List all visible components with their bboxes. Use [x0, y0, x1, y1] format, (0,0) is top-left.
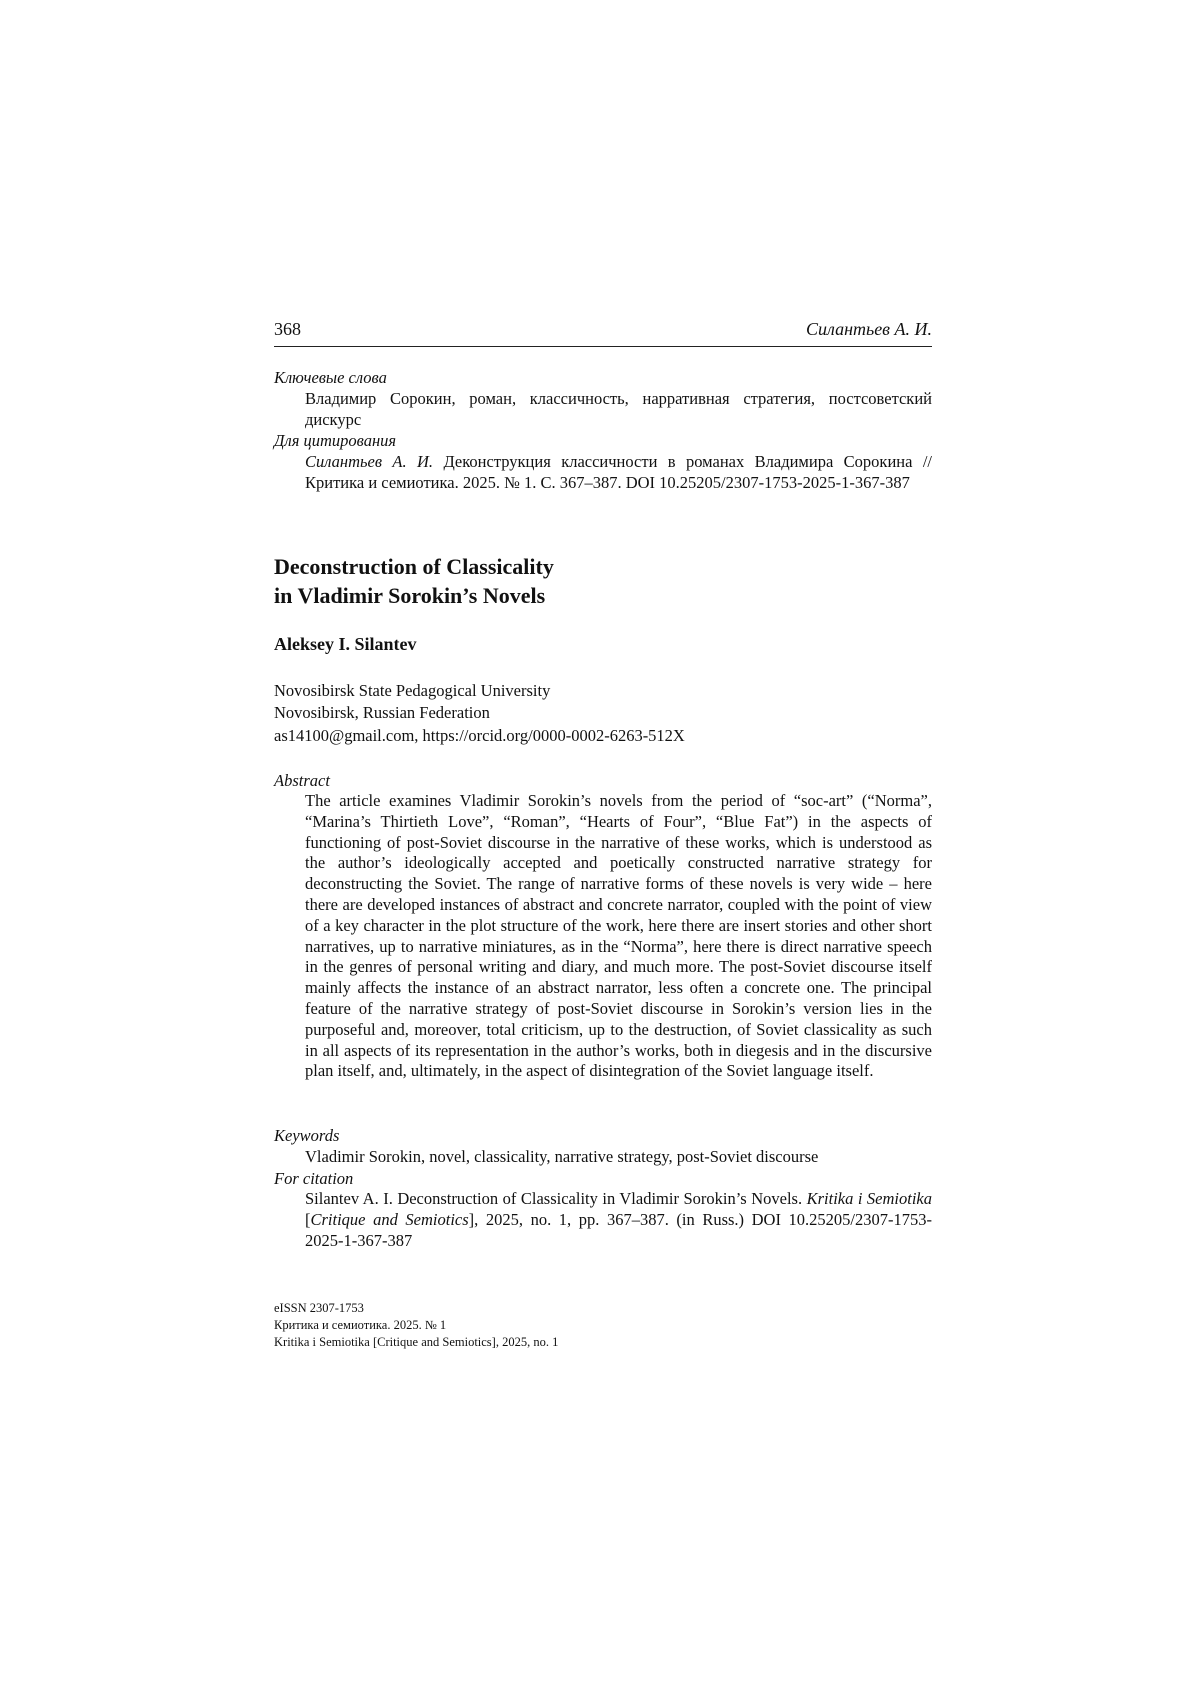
- page-number: 368: [274, 319, 301, 340]
- citation-section: [274, 1168, 932, 1251]
- article-title-line-2: in Vladimir Sorokin’s Novels: [274, 581, 554, 610]
- footer-issn: eISSN 2307-1753: [274, 1300, 558, 1317]
- citation-journal: Kritika i Semiotika: [807, 1189, 932, 1208]
- affiliation-line-2: Novosibirsk, Russian Federation: [274, 702, 550, 724]
- author-name: Aleksey I. Silantev: [274, 634, 417, 655]
- ru-citation-section: [274, 430, 932, 493]
- abstract-label: Abstract: [274, 770, 932, 791]
- ru-keywords-section: [274, 367, 932, 430]
- abstract-section: [274, 770, 932, 1082]
- keywords-label: Keywords: [274, 1125, 932, 1146]
- ru-keywords-text: Владимир Сорокин, роман, классичность, нарративная стратегия, постсоветский дискурс: [305, 388, 932, 430]
- running-head: [274, 318, 932, 347]
- author-contact: as14100@gmail.com, https://orcid.org/0000-0002-6263-512X: [274, 726, 685, 746]
- page: [274, 0, 932, 1697]
- footer-journal-en: Kritika i Semiotika [Critique and Semiotics], 2025, no. 1: [274, 1334, 558, 1351]
- running-head-author: Силантьев А. И.: [806, 319, 932, 340]
- keywords-section: [274, 1125, 932, 1167]
- journal-footer: [274, 1300, 558, 1351]
- ru-citation-rest: Деконструкция классичности в романах Владимира Сорокина // Критика и семиотика. 2025. № 1. С. 367–387. DOI 10.25205/2307-1753-2025-1-367-387: [305, 452, 932, 492]
- footer-journal-ru: Критика и семиотика. 2025. № 1: [274, 1317, 558, 1334]
- citation-part-1: Silantev A. I. Deconstruction of Classicality in Vladimir Sorokin’s Novels.: [305, 1189, 807, 1208]
- ru-citation-text: [305, 451, 932, 493]
- keywords-text: Vladimir Sorokin, novel, classicality, narrative strategy, post-Soviet discourse: [305, 1146, 932, 1167]
- article-title: [274, 552, 554, 610]
- ru-citation-label: Для цитирования: [274, 430, 932, 451]
- article-title-line-1: Deconstruction of Classicality: [274, 552, 554, 581]
- citation-part-3: ], 2025, no. 1, pp. 367–387. (in Russ.) DOI 10.25205/2307-1753-2025-1-367-387: [305, 1210, 932, 1250]
- citation-journal-en: Critique and Semiotics: [311, 1210, 469, 1229]
- affiliation-line-1: Novosibirsk State Pedagogical University: [274, 680, 550, 702]
- citation-part-2: [: [305, 1210, 311, 1229]
- ru-citation-author: Силантьев А. И.: [305, 452, 433, 471]
- abstract-text: The article examines Vladimir Sorokin’s novels from the period of “soc-art” (“Norma”, “Marina’s Thirtieth Love”, “Roman”, “Hearts of Four”, “Blue Fat”) in the aspects of functioning of post-Soviet discourse in the narrative of these works, which is understood as the author’s ideologically accepted and poetically constructed narrative strategy for deconstructing the Soviet. The range of narrative forms of these novels is very wide – here there are developed instances of abstract and concrete narrator, coupled with the point of view of a key character in the plot structure of the work, here there are insert stories and other short narratives, up to narrative miniatures, as in the “Norma”, here there is direct narrative speech in the genres of personal writing and diary, and much more. The post-Soviet discourse itself mainly affects the instance of an abstract narrator, less often a concrete one. The principal feature of the narrative strategy of post-Soviet discourse in Sorokin’s version lies in the purposeful and, moreover, total criticism, up to the destruction, of Soviet classicality as such in all aspects of its representation in the author’s works, both in diegesis and in the discursive plan itself, and, ultimately, in the aspect of disintegration of the Soviet language itself.: [305, 791, 932, 1082]
- citation-label: For citation: [274, 1168, 932, 1189]
- citation-text: [305, 1189, 932, 1251]
- ru-keywords-label: Ключевые слова: [274, 367, 932, 388]
- affiliation: [274, 680, 550, 724]
